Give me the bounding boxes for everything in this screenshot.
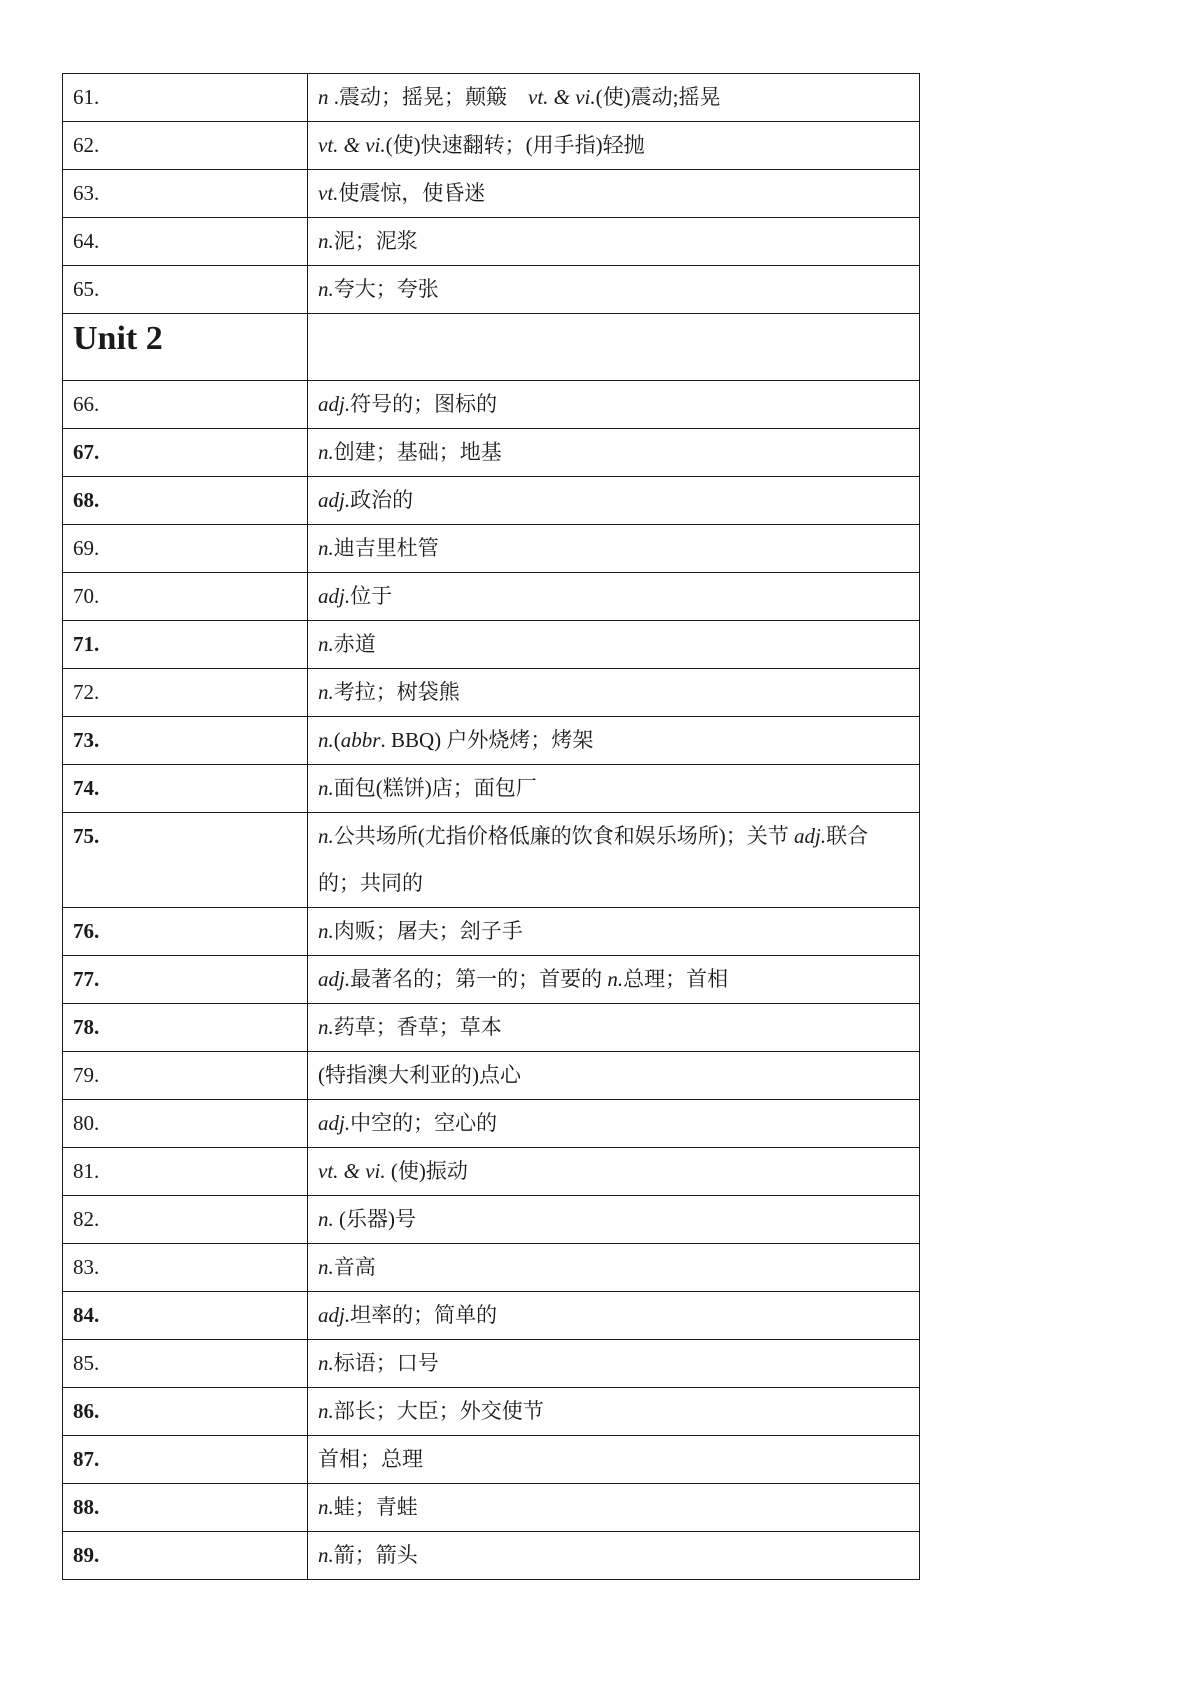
- vocab-row: [63, 956, 920, 1004]
- item-number: 86.: [63, 1388, 308, 1436]
- definition-text: 使震惊，使昏迷: [338, 181, 486, 205]
- definition-text: 联合的；共同的: [318, 824, 869, 895]
- vocab-row: [63, 1004, 920, 1052]
- definition-text: 政治的: [350, 488, 414, 512]
- vocabulary-table-body: [63, 74, 920, 1580]
- definition-cell: [308, 429, 920, 477]
- vocab-row: [63, 1388, 920, 1436]
- definition-text: 创建；基础；地基: [333, 440, 502, 464]
- definition-text: (特指澳大利亚的)点心: [318, 1063, 521, 1087]
- definition-cell: [308, 765, 920, 813]
- definition-cell: [308, 717, 920, 765]
- definition-text: 公共场所(尤指价格低廉的饮食和娱乐场所)；关节: [333, 824, 794, 848]
- definition-cell: [308, 813, 920, 908]
- part-of-speech: n.: [318, 632, 334, 656]
- definition-text: (: [333, 728, 341, 752]
- definition-cell: [308, 266, 920, 314]
- vocab-row: [63, 170, 920, 218]
- part-of-speech: n.: [318, 536, 334, 560]
- definition-cell: [308, 1052, 920, 1100]
- vocab-row: [63, 1052, 920, 1100]
- definition-cell: [308, 1388, 920, 1436]
- definition-text: . BBQ) 户外烧烤；烤架: [380, 728, 594, 752]
- vocab-row: [63, 1340, 920, 1388]
- part-of-speech: n.: [318, 1207, 334, 1231]
- definition-cell: [308, 1244, 920, 1292]
- definition-text: 蛙；青蛙: [333, 1495, 418, 1519]
- vocab-row: [63, 1436, 920, 1484]
- definition-text: 泥；泥浆: [333, 229, 418, 253]
- definition-cell: [308, 1196, 920, 1244]
- item-number: 69.: [63, 525, 308, 573]
- item-number: 72.: [63, 669, 308, 717]
- item-number: 68.: [63, 477, 308, 525]
- vocab-row: [63, 74, 920, 122]
- item-number: 70.: [63, 573, 308, 621]
- part-of-speech: n.: [318, 919, 334, 943]
- definition-cell: [308, 956, 920, 1004]
- definition-text: 中空的；空心的: [350, 1111, 498, 1135]
- definition-text: .震动；摇晃；颠簸: [328, 85, 528, 109]
- definition-text: 标语；口号: [333, 1351, 439, 1375]
- item-number: 77.: [63, 956, 308, 1004]
- part-of-speech: vt. & vi.: [318, 1159, 386, 1183]
- vocab-row: [63, 1484, 920, 1532]
- part-of-speech: n: [318, 85, 329, 109]
- item-number: 61.: [63, 74, 308, 122]
- item-number: 81.: [63, 1148, 308, 1196]
- definition-text: 赤道: [333, 632, 376, 656]
- item-number: 89.: [63, 1532, 308, 1580]
- item-number: 78.: [63, 1004, 308, 1052]
- part-of-speech: n.: [607, 967, 624, 991]
- definition-text: 最著名的；第一的；首要的: [350, 967, 608, 991]
- definition-cell: [308, 573, 920, 621]
- item-number: 73.: [63, 717, 308, 765]
- vocab-row: [63, 813, 920, 908]
- definition-text: 坦率的；简单的: [350, 1303, 498, 1327]
- item-number: 65.: [63, 266, 308, 314]
- item-number: 82.: [63, 1196, 308, 1244]
- definition-text: 总理；首相: [623, 967, 729, 991]
- vocab-row: [63, 1148, 920, 1196]
- part-of-speech: n.: [318, 229, 334, 253]
- part-of-speech: adj.: [318, 967, 351, 991]
- part-of-speech: adj.: [318, 1303, 351, 1327]
- part-of-speech: vt.: [318, 181, 339, 205]
- definition-text: 迪吉里杜管: [333, 536, 439, 560]
- item-number: 71.: [63, 621, 308, 669]
- part-of-speech: n.: [318, 1495, 334, 1519]
- definition-text: 肉贩；屠夫；刽子手: [333, 919, 523, 943]
- definition-text: (使)快速翻转；(用手指)轻抛: [385, 133, 645, 157]
- part-of-speech: n.: [318, 277, 334, 301]
- part-of-speech: adj.: [318, 392, 351, 416]
- vocab-row: [63, 266, 920, 314]
- vocab-row: [63, 122, 920, 170]
- item-number: 67.: [63, 429, 308, 477]
- vocab-row: [63, 218, 920, 266]
- item-number: 75.: [63, 813, 308, 908]
- definition-cell: [308, 621, 920, 669]
- part-of-speech: adj.: [318, 584, 351, 608]
- definition-cell: [308, 1292, 920, 1340]
- unit-heading: Unit 2: [63, 314, 308, 381]
- definition-text: 首相；总理: [318, 1447, 423, 1471]
- item-number: 64.: [63, 218, 308, 266]
- item-number: 79.: [63, 1052, 308, 1100]
- item-number: 80.: [63, 1100, 308, 1148]
- definition-cell: [308, 1004, 920, 1052]
- part-of-speech: n.: [318, 824, 334, 848]
- part-of-speech: adj.: [318, 1111, 351, 1135]
- vocab-row: [63, 1100, 920, 1148]
- item-number: 63.: [63, 170, 308, 218]
- definition-text: 部长；大臣；外交使节: [333, 1399, 544, 1423]
- definition-cell: [308, 218, 920, 266]
- definition-cell: [308, 669, 920, 717]
- definition-cell: [308, 314, 920, 381]
- part-of-speech: n.: [318, 1399, 334, 1423]
- item-number: 87.: [63, 1436, 308, 1484]
- vocab-row: [63, 669, 920, 717]
- definition-cell: [308, 74, 920, 122]
- definition-cell: [308, 1436, 920, 1484]
- item-number: 66.: [63, 381, 308, 429]
- vocab-row: [63, 1292, 920, 1340]
- part-of-speech: n.: [318, 776, 334, 800]
- definition-cell: [308, 525, 920, 573]
- definition-cell: [308, 908, 920, 956]
- part-of-speech: abbr: [340, 728, 381, 752]
- part-of-speech: n.: [318, 1255, 334, 1279]
- part-of-speech: n.: [318, 728, 334, 752]
- definition-text: 考拉；树袋熊: [333, 680, 460, 704]
- definition-cell: [308, 1100, 920, 1148]
- vocab-row: [63, 717, 920, 765]
- item-number: 88.: [63, 1484, 308, 1532]
- item-number: 84.: [63, 1292, 308, 1340]
- definition-cell: [308, 170, 920, 218]
- item-number: 85.: [63, 1340, 308, 1388]
- definition-cell: [308, 122, 920, 170]
- vocab-row: [63, 477, 920, 525]
- definition-text: 箭；箭头: [333, 1543, 418, 1567]
- part-of-speech: adj.: [318, 488, 351, 512]
- definition-text: (乐器)号: [333, 1207, 416, 1231]
- definition-cell: [308, 1148, 920, 1196]
- vocab-row: [63, 765, 920, 813]
- definition-cell: [308, 477, 920, 525]
- vocab-row: [63, 1244, 920, 1292]
- unit-heading-row: [63, 314, 920, 381]
- item-number: 74.: [63, 765, 308, 813]
- vocabulary-table: [62, 73, 920, 1580]
- definition-text: 音高: [333, 1255, 376, 1279]
- part-of-speech: adj.: [794, 824, 827, 848]
- definition-cell: [308, 1484, 920, 1532]
- vocab-row: [63, 1196, 920, 1244]
- part-of-speech: n.: [318, 1543, 334, 1567]
- definition-text: 位于: [350, 584, 393, 608]
- part-of-speech: vt. & vi.: [318, 133, 386, 157]
- vocab-row: [63, 908, 920, 956]
- part-of-speech: n.: [318, 1015, 334, 1039]
- definition-text: 面包(糕饼)店；面包厂: [333, 776, 537, 800]
- vocab-row: [63, 573, 920, 621]
- definition-cell: [308, 1532, 920, 1580]
- vocab-row: [63, 525, 920, 573]
- part-of-speech: n.: [318, 440, 334, 464]
- item-number: 83.: [63, 1244, 308, 1292]
- item-number: 76.: [63, 908, 308, 956]
- definition-text: (使)震动;摇晃: [595, 85, 721, 109]
- part-of-speech: n.: [318, 680, 334, 704]
- part-of-speech: vt. & vi.: [528, 85, 596, 109]
- definition-cell: [308, 381, 920, 429]
- vocab-row: [63, 429, 920, 477]
- definition-text: 药草；香草；草本: [333, 1015, 502, 1039]
- vocab-row: [63, 621, 920, 669]
- vocab-row: [63, 381, 920, 429]
- definition-cell: [308, 1340, 920, 1388]
- part-of-speech: n.: [318, 1351, 334, 1375]
- definition-text: (使)振动: [385, 1159, 468, 1183]
- item-number: 62.: [63, 122, 308, 170]
- vocab-row: [63, 1532, 920, 1580]
- definition-text: 符号的；图标的: [350, 392, 498, 416]
- definition-text: 夸大；夸张: [333, 277, 439, 301]
